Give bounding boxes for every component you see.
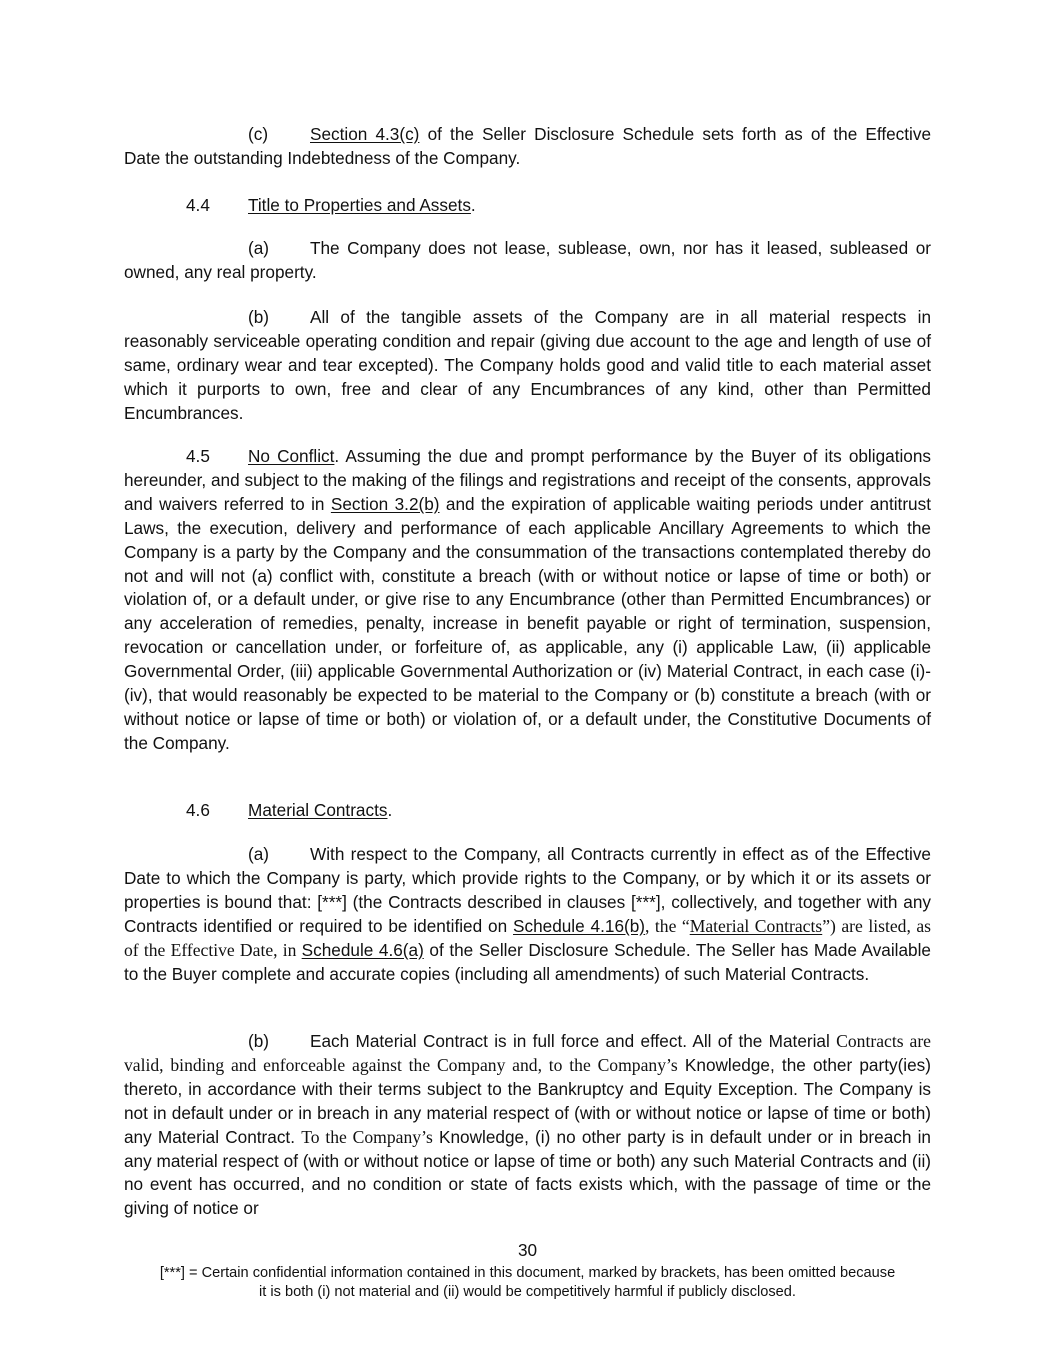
section-title: Material Contracts [248,800,388,820]
paragraph-text: All of the tangible assets of the Company are in all material respects in reasonably serviceable operating condition and repair (giving due account to the age and length of use of same, ordinary wear and tear excepted). The Company holds good and valid title to each material asset which it purports to own, free and clear of any Encumbrances of any kind, other than Permitted Encumbrances. [124,307,931,423]
paragraph-text: Knowledge, (i) no other party is in default under or in breach in any material respect of (with or without notice or lapse of time or both) any such Material Contracts and (ii) no event has occurred, and no condition or state of facts exists which, with the passage of time or the giving of notice or [124,1126,931,1219]
clause-label: (a) [248,844,270,864]
section-heading-4-6: 4.6 Material Contracts. [124,799,931,823]
section-number: 4.6 [186,800,210,820]
section-title: No Conflict [248,446,335,466]
paragraph-text: With respect to the Company, all Contracts currently in effect as of the Effective Date to which the Company is party, which provide rights to the Company, or by which it or its assets or properties is bound that: [***] (the Contracts described in clauses [***], collectively, and together with any Contracts identified or required to be identified on [124,844,931,936]
clause-label: (c) [248,124,269,144]
footnote-line: it is both (i) not material and (ii) would be competitively harmful if publicly disclosed. [259,1284,796,1300]
paragraph-4-3-c [124,123,931,171]
confidentiality-footnote [120,1264,935,1302]
paragraph-text: of the Seller Disclosure Schedule. The Seller has Made Available to the Buyer complete and accurate copies (including all amendments) of such Material Contracts. [124,939,931,984]
defined-term: Material Contracts [689,915,823,936]
paragraph-text: Knowledge, the other party(ies) thereto, in accordance with their terms subject to the Bankruptcy and Equity Exception. The Company is not in default under or in breach in any material respect of (with or without notice or lapse of time or both) any Material Contract. [124,1054,931,1147]
section-title: Title to Properties and Assets [248,195,471,215]
schedule-reference: Schedule 4.16(b) [513,915,646,936]
clause-label: (a) [248,238,270,258]
paragraph-text: of the Seller Disclosure Schedule sets forth as of the Effective Date the outstanding Indebtedness of the Company. [124,124,931,168]
section-number: 4.5 [186,446,210,466]
paragraph-text: Each Material Contract is in full force and effect. All of the Material [310,1031,837,1051]
section-number: 4.4 [186,195,210,215]
clause-label: (b) [248,307,270,327]
section-reference: Section 3.2(b) [330,493,440,514]
paragraph-text: The Company does not lease, sublease, own, nor has it leased, subleased or owned, any real property. [124,238,931,282]
paragraph-text: . Assuming the due and prompt performance by the Buyer of its obligations hereunder, and subject to the making of the filings and registrations and receipt of the consents, approvals and waivers referred to in [124,446,931,514]
paragraph-4-4-b [124,306,931,426]
schedule-reference: Schedule 4.6(a) [301,939,424,960]
section-4-5 [124,445,931,756]
clause-label: (b) [248,1031,270,1051]
page-number: 30 [517,1240,538,1260]
paragraph-text: and the expiration of applicable waiting periods under antitrust Laws, the execution, delivery and performance of each applicable Ancillary Agreements to which the Company is a party by the Company and the consummation of the transactions contemplated thereby do not and will not (a) conflict with, constitute a breach (with or without notice or lapse of time or both) or violation of, or a default under, or give rise to any Encumbrance (other than Permitted Encumbrances) or any acceleration of remedies, penalty, increase in benefit payable or right of termination, suspension, revocation or cancellation under, or forfeiture of, as applicable, any (i) applicable Law, (ii) applicable Governmental Order, (iii) applicable Governmental Authorization or (iv) Material Contract, in each case (i)-(iv), that would reasonably be expected to be material to the Company or (b) constitute a breach (with or without notice or lapse of time or both) or violation of, or a default under, the Constitutive Documents of the Company. [124,493,931,753]
section-heading-4-4: 4.4 Title to Properties and Assets. [124,194,931,218]
footnote-line: [***] = Certain confidential information contained in this document, marked by brackets, has been omitted because [159,1265,896,1281]
paragraph-4-4-a [124,237,931,285]
paragraph-4-6-b: (b) Each Material Contract is in full force and effect. All of the Material Contracts are valid, binding and enforceable against the Company and, to the Company’s Knowledge, the other party(ies) thereto, in accordance with their terms subject to the Bankruptcy and Equity Exception. The Company is not in default under or in breach in any material respect of (with or without notice or lapse of time or both) any Material Contract. To the Company’s Knowledge, (i) no other party is in default under or in breach in any material respect of (with or without notice or lapse of time or both) any such Material Contracts and (ii) no event has occurred, and no condition or state of facts exists which, with the passage of time or the giving of notice or [124,1031,931,1219]
paragraph-4-6-a: (a) With respect to the Company, all Contracts currently in effect as of the Effective Date to which the Company is party, which provide rights to the Company, or by which it or its assets or properties is bound that: [***] (the Contracts described in clauses [***], collectively, and together with any Contracts identified or required to be identified on Schedule 4.16(b), the “Material Contracts”) are listed, as of the Effective Date, in Schedule 4.6(a) of the Seller Disclosure Schedule. The Seller has Made Available to the Buyer complete and accurate copies (including all amendments) of such Material Contracts. [124,844,932,984]
section-reference: Section 4.3(c) [310,124,420,144]
